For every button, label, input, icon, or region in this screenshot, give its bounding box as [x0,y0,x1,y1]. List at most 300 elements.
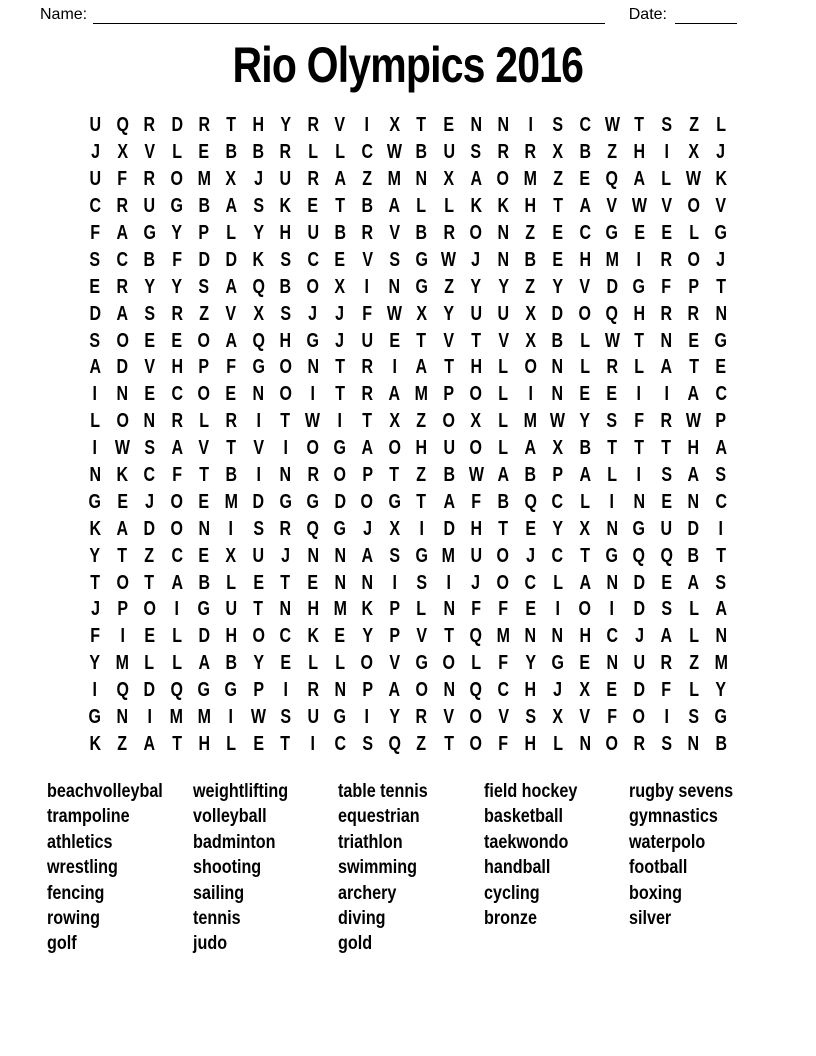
grid-cell: L [498,410,509,433]
grid-cell: Q [170,679,183,702]
grid-cell: I [337,410,343,433]
grid-cell: O [687,195,700,218]
grid-cell: U [633,652,646,675]
grid-cell: G [633,517,646,540]
grid-cell: E [144,383,155,406]
grid-cell: O [524,356,537,379]
grid-cell: U [660,517,673,540]
grid-cell: D [633,571,646,594]
word-list-item: waterpolo [629,831,706,853]
grid-cell: W [386,302,402,325]
grid-cell: N [334,679,346,702]
grid-cell: S [280,248,291,271]
grid-cell: A [225,329,237,352]
grid-cell: A [470,168,482,191]
grid-cell: A [334,168,346,191]
grid-cell: V [361,248,373,271]
grid-cell: C [170,383,183,406]
grid-cell: I [92,437,98,460]
grid-cell: K [89,732,101,755]
grid-cell: R [415,706,428,729]
grid-cell: C [89,195,101,218]
grid-cell: S [361,732,373,755]
grid-cell: W [468,464,484,487]
grid-cell: B [198,195,210,218]
grid-cell: H [687,437,700,460]
grid-cell: R [306,168,319,191]
grid-cell: R [225,410,237,433]
grid-cell: I [174,598,179,621]
grid-cell: V [144,356,155,379]
grid-cell: B [551,329,564,352]
grid-cell: E [525,598,536,621]
grid-cell: F [90,625,100,648]
grid-cell: V [389,652,400,675]
grid-cell: P [552,464,563,487]
grid-cell: G [197,679,211,702]
grid-cell: O [143,598,156,621]
grid-cell: O [116,571,129,594]
grid-cell: Y [171,275,183,298]
grid-cell: S [198,275,210,298]
grid-cell: G [714,706,728,729]
grid-cell: H [225,625,237,648]
grid-cell: Z [525,275,536,298]
grid-cell: H [279,329,292,352]
grid-cell: R [143,114,156,137]
grid-cell: C [715,383,727,406]
grid-cell: R [687,302,700,325]
grid-cell: S [253,195,264,218]
grid-cell: A [388,195,401,218]
word-list-item: cycling [483,882,540,904]
grid-cell: E [688,329,700,352]
grid-cell: L [307,141,318,164]
grid-cell: B [334,222,346,244]
grid-cell: M [442,544,456,567]
grid-cell: Q [605,302,619,325]
grid-cell: O [116,410,129,433]
grid-cell: I [528,383,533,406]
grid-cell: B [579,141,591,164]
grid-cell: M [605,248,619,271]
grid-cell: T [443,356,454,379]
grid-cell: J [145,490,154,513]
grid-cell: Z [416,410,427,433]
grid-cell: E [525,517,536,540]
grid-cell: D [687,517,700,540]
grid-cell: H [579,625,591,648]
word-list-column [193,779,339,957]
grid-cell: F [607,706,617,729]
grid-cell: O [442,652,456,675]
grid-cell: T [335,356,345,379]
grid-cell: R [306,464,319,487]
grid-cell: Z [443,275,454,298]
grid-cell: Y [389,706,400,729]
grid-cell: L [579,329,590,352]
grid-cell: A [170,571,183,594]
word-list-column [47,779,193,957]
grid-cell: D [143,517,156,540]
grid-cell: I [392,571,397,594]
grid-cell: N [606,571,618,594]
grid-cell: K [470,195,482,218]
grid-cell: C [551,490,564,513]
grid-cell: I [419,517,424,540]
grid-cell: F [498,598,509,621]
grid-cell: P [116,598,128,621]
grid-cell: L [498,356,509,379]
grid-cell: R [361,383,373,406]
word-list-item: football [629,857,688,879]
grid-cell: S [661,598,672,621]
grid-cell: E [715,356,727,379]
grid-cell: Q [469,625,483,648]
grid-cell: L [688,679,699,702]
grid-cell: P [361,679,373,702]
grid-cell: S [280,706,291,729]
grid-cell: P [715,410,727,433]
grid-cell: R [443,222,455,244]
grid-cell: N [334,544,346,567]
grid-cell: C [361,141,373,164]
grid-cell: N [415,168,428,191]
grid-cell: I [364,706,370,729]
grid-cell: X [579,679,591,702]
grid-cell: U [89,168,101,191]
grid-cell: J [716,141,726,164]
grid-cell: A [225,275,237,298]
grid-cell: C [306,248,319,271]
grid-cell: Y [497,275,509,298]
grid-cell: E [552,248,563,271]
grid-cell: T [226,437,237,460]
grid-cell: L [716,114,726,137]
grid-cell: M [333,598,347,621]
grid-cell: A [143,732,156,755]
word-list-item: badminton [192,831,276,853]
word-list-column [338,779,484,957]
grid-cell: E [198,544,210,567]
grid-cell: I [92,679,98,702]
grid-cell: S [144,302,155,325]
grid-cell: I [147,706,152,729]
grid-cell: T [416,490,427,513]
grid-cell: T [498,517,509,540]
grid-cell: L [226,222,237,244]
grid-cell: C [524,571,537,594]
grid-cell: A [116,302,129,325]
grid-cell: O [469,222,483,244]
grid-cell: S [552,114,563,137]
grid-cell: V [497,329,509,352]
word-list-item: shooting [192,857,261,879]
grid-cell: G [415,652,428,675]
grid-cell: Y [253,222,264,244]
grid-cell: C [116,248,129,271]
word-list [47,779,775,957]
grid-cell: T [716,544,726,567]
grid-cell: O [197,383,211,406]
grid-cell: U [470,302,482,325]
grid-cell: S [661,732,672,755]
grid-cell: X [525,329,536,352]
grid-cell: V [497,706,509,729]
grid-cell: I [555,598,560,621]
grid-cell: I [310,383,315,406]
grid-cell: K [116,464,129,487]
grid-cell: A [524,437,537,460]
grid-cell: G [605,544,619,567]
grid-cell: L [226,571,237,594]
grid-cell: A [225,195,237,218]
word-list-item: diving [338,908,386,930]
grid-cell: C [334,732,346,755]
grid-cell: D [116,356,129,379]
grid-cell: T [634,114,645,137]
grid-cell: I [283,679,288,702]
grid-cell: O [360,652,374,675]
grid-cell: I [664,383,669,406]
grid-cell: G [415,544,428,567]
grid-cell: G [88,706,102,729]
word-list-column [484,779,630,957]
grid-cell: L [498,383,509,406]
grid-cell: I [283,437,288,460]
grid-cell: B [361,195,373,218]
grid-cell: C [579,114,591,137]
grid-cell: N [497,222,510,244]
grid-cell: F [661,275,672,298]
grid-cell: N [116,383,129,406]
grid-cell: O [687,248,700,271]
grid-cell: S [89,248,101,271]
grid-cell: I [228,706,234,729]
grid-cell: O [469,706,483,729]
grid-cell: C [143,464,156,487]
grid-cell: T [144,571,155,594]
word-list-item: sailing [192,882,244,904]
grid-cell: Y [552,275,563,298]
grid-cell: H [470,356,482,379]
grid-cell: U [89,114,101,137]
grid-cell: H [198,732,210,755]
grid-cell: E [307,195,319,218]
grid-cell: G [279,490,292,513]
grid-cell: B [198,571,210,594]
grid-cell: B [225,464,237,487]
grid-cell: T [171,732,182,755]
grid-cell: B [687,544,700,567]
word-list-item: trampoline [47,806,130,828]
grid-cell: N [524,625,537,648]
grid-cell: Y [443,302,455,325]
grid-cell: E [661,490,672,513]
grid-cell: V [443,706,455,729]
grid-cell: T [199,464,209,487]
word-list-item: rowing [47,908,100,930]
grid-cell: J [471,248,481,271]
grid-cell: Z [688,114,699,137]
grid-cell: O [469,383,483,406]
grid-cell: I [120,625,125,648]
grid-cell: A [579,195,591,218]
grid-cell: K [252,248,265,271]
grid-cell: R [660,410,673,433]
grid-cell: V [253,437,264,460]
grid-cell: R [279,517,292,540]
word-list-item: gold [338,933,373,955]
grid-cell: G [415,275,428,298]
grid-cell: T [661,437,672,460]
grid-cell: X [225,168,237,191]
grid-cell: R [660,302,673,325]
grid-cell: A [116,222,129,244]
grid-cell: O [578,302,592,325]
grid-cell: N [579,732,591,755]
grid-cell: L [552,732,563,755]
grid-cell: E [606,679,618,702]
grid-cell: Q [388,732,401,755]
date-label: Date: [628,6,667,23]
grid-cell: I [528,114,533,137]
grid-cell: P [198,222,210,244]
grid-cell: E [144,625,155,648]
grid-cell: N [606,517,618,540]
grid-cell: F [117,168,128,191]
grid-cell: N [660,329,673,352]
grid-cell: T [416,114,427,137]
grid-cell: H [279,222,292,244]
word-list-item: taekwondo [483,831,568,853]
grid-cell: N [279,464,292,487]
grid-cell: E [198,141,210,164]
grid-cell: O [496,571,510,594]
grid-cell: V [715,195,727,218]
grid-cell: Y [89,544,101,567]
grid-cell: T [634,329,645,352]
grid-cell: P [253,679,264,702]
grid-cell: B [715,732,727,755]
grid-cell: B [279,275,292,298]
grid-cell: Q [116,114,129,137]
grid-cell: N [687,732,700,755]
word-list-column [629,779,775,957]
grid-cell: O [469,437,483,460]
grid-cell: W [305,410,321,433]
grid-cell: D [606,275,618,298]
grid-cell: A [579,571,591,594]
grid-cell: M [714,652,728,675]
grid-cell: L [579,356,590,379]
grid-cell: T [280,410,291,433]
grid-cell: G [143,222,156,244]
grid-cell: C [579,222,591,244]
grid-cell: J [525,544,535,567]
word-list-item: bronze [483,908,537,930]
grid-cell: K [89,517,101,540]
grid-cell: L [552,571,563,594]
grid-cell: O [605,732,619,755]
grid-cell: V [579,706,591,729]
grid-cell: H [579,248,591,271]
grid-cell: V [579,275,591,298]
grid-cell: D [143,679,156,702]
word-list-item: volleyball [192,806,267,828]
grid-cell: J [335,329,345,352]
grid-cell: Z [416,732,427,755]
grid-cell: S [389,248,400,271]
grid-cell: D [225,248,237,271]
grid-cell: V [443,329,455,352]
grid-cell: X [253,302,264,325]
grid-cell: Y [89,652,101,675]
grid-cell: B [524,248,537,271]
grid-cell: U [306,706,319,729]
grid-cell: R [361,356,373,379]
grid-cell: T [117,544,128,567]
grid-cell: I [92,383,98,406]
grid-cell: E [579,383,591,406]
grid-cell: K [497,195,510,218]
grid-cell: F [498,732,509,755]
grid-cell: F [498,652,509,675]
grid-cell: L [579,490,590,513]
word-list-item: rugby sevens [629,781,734,802]
grid-cell: A [116,517,129,540]
grid-cell: Q [252,275,265,298]
grid-cell: L [171,652,182,675]
grid-cell: H [524,195,537,218]
grid-cell: C [551,544,564,567]
grid-cell: X [552,141,563,164]
grid-cell: F [634,410,645,433]
grid-cell: R [660,248,673,271]
grid-cell: V [389,222,400,244]
grid-cell: B [579,437,591,460]
grid-cell: E [253,732,264,755]
grid-cell: T [280,732,291,755]
grid-cell: C [497,679,510,702]
grid-cell: P [361,464,373,487]
grid-cell: E [116,490,128,513]
grid-cell: A [361,437,373,460]
grid-cell: N [715,302,727,325]
grid-cell: M [414,383,429,406]
grid-cell: R [143,168,156,191]
grid-cell: V [144,141,155,164]
grid-cell: B [415,222,428,244]
grid-cell: Q [252,329,265,352]
grid-cell: T [335,195,345,218]
grid-cell: O [496,168,510,191]
grid-cell: V [225,302,237,325]
grid-cell: I [364,114,370,137]
grid-cell: G [333,517,347,540]
grid-cell: L [443,195,454,218]
grid-cell: Q [605,168,619,191]
grid-cell: U [225,598,237,621]
grid-cell: G [333,437,347,460]
grid-cell: X [116,141,128,164]
grid-cell: V [416,625,427,648]
grid-cell: T [607,437,617,460]
grid-cell: M [523,410,538,433]
grid-cell: F [471,490,481,513]
grid-cell: S [89,329,101,352]
grid-cell: T [362,410,373,433]
